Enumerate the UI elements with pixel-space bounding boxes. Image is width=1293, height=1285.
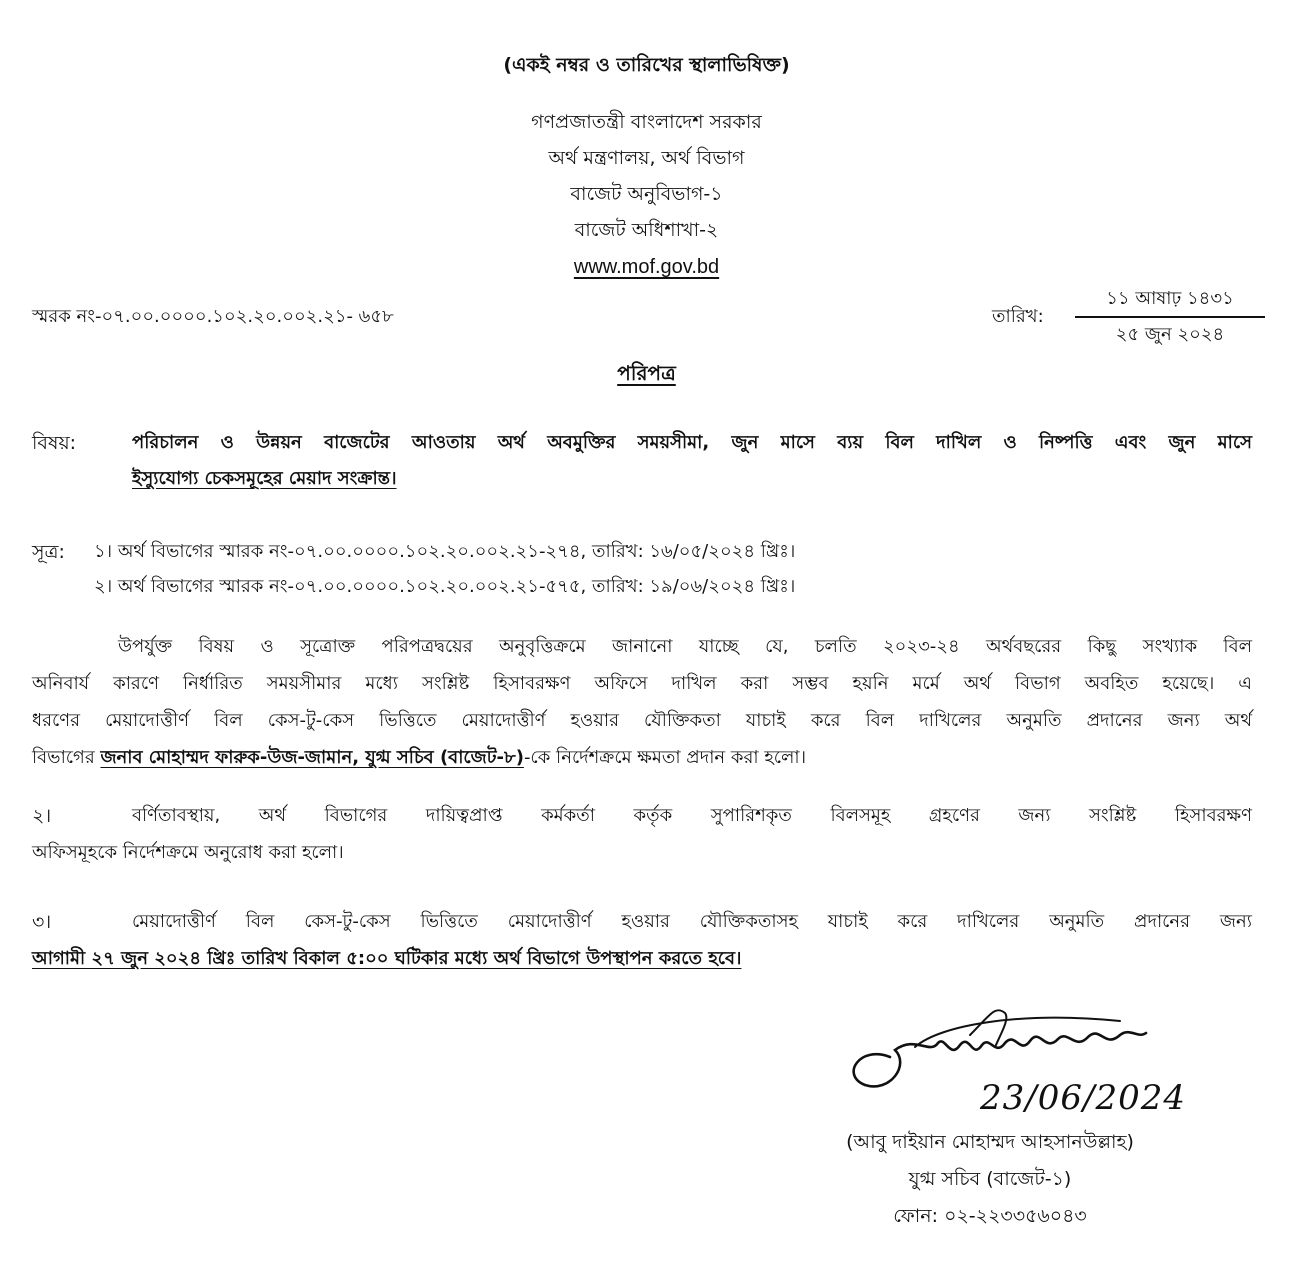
reference-item-2: ২। অর্থ বিভাগের স্মারক নং-০৭.০০.০০০০.১০২.২০.০০২.২১-৫৭৫, তারিখ: ১৯/০৬/২০২৪ খ্রিঃ। [94, 576, 796, 597]
memo-number: স্মরক নং-০৭.০০.০০০০.১০২.২০.০০২.২১- ৬৫৮ [32, 306, 394, 327]
ministry-name: অর্থ মন্ত্রণালয়, অর্থ বিভাগ [548, 147, 745, 169]
authorized-officer: জনাব মোহাম্মদ ফারুক-উজ-জামান, যুগ্ম সচিব (বাজেট-৮) [100, 747, 524, 768]
reference-label: সূত্র: [32, 541, 65, 563]
government-name: গণপ্রজাতন্ত্রী বাংলাদেশ সরকার [531, 111, 762, 133]
para1-line-3: ধরণের মেয়াদোত্তীর্ণ বিল কেস-টু-কেস ভিত্তিতে মেয়াদোত্তীর্ণ হওয়ার যৌক্তিকতা যাচাই করে বিল দাখিলের অনুমতি প্রদানের জন্য অর্থ [32, 710, 1252, 731]
para1-line-1: উপর্যুক্ত বিষয় ও সূত্রোক্ত পরিপত্রদ্বয়ের অনুবৃত্তিক্রমে জানানো যাচ্ছে যে, চলতি ২০২৩-২৪ অর্থবছরের কিছু সংখ্যাক বিল [118, 636, 1252, 657]
website-link[interactable]: www.mof.gov.bd [573, 256, 720, 278]
signatory-phone: ফোন: ০২-২২৩৩৫৬০৪৩ [893, 1205, 1087, 1227]
date-label: তারিখ: [992, 306, 1044, 327]
para2-line-1: বর্ণিতাবস্থায়, অর্থ বিভাগের দায়িত্বপ্রাপ্ত কর্মকর্তা কর্তৃক সুপারিশকৃত বিলসমূহ গ্রহণের জন্য সংশ্লিষ্ট হিসাবরক্ষণ [132, 805, 1252, 826]
deadline-statement: আগামী ২৭ জুন ২০২৪ খ্রিঃ তারিখ বিকাল ৫:০০ ঘটিকার মধ্যে অর্থ বিভাগে উপস্থাপন করতে হবে। [32, 948, 742, 969]
subject-line-1: পরিচালন ও উন্নয়ন বাজেটের আওতায় অর্থ অবমুক্তির সময়সীমা, জুন মাসে ব্যয় বিল দাখিল ও নিষ্পত্তি এবং জুন মাসে [132, 432, 1252, 453]
replacement-note: (একই নম্বর ও তারিখের স্থালাভিষিক্ত) [503, 54, 790, 76]
division-name: বাজেট অনুবিভাগ-১ [570, 183, 723, 205]
date-english: ২৫ জুন ২০২৪ [1115, 324, 1225, 345]
para3-number: ৩। [32, 911, 52, 933]
document-title: পরিপত্র [617, 361, 676, 385]
para2-line-2: অফিসমূহকে নির্দেশক্রমে অনুরোধ করা হলো। [32, 842, 344, 863]
para3-line-1: মেয়াদোত্তীর্ণ বিল কেস-টু-কেস ভিত্তিতে মেয়াদোত্তীর্ণ হওয়ার যৌক্তিকতাসহ যাচাই করে দাখিলের অনুমতি প্রদানের জন্য [132, 911, 1252, 932]
branch-name: বাজেট অধিশাখা-২ [574, 219, 719, 241]
para1-line-4-end: -কে নির্দেশক্রমে ক্ষমতা প্রদান করা হলো। [523, 747, 807, 768]
date-bangla: ১১ আষাঢ় ১৪৩১ [1075, 282, 1265, 318]
subject-line-2: ইস্যুযোগ্য চেকসমূহের মেয়াদ সংক্রান্ত। [132, 468, 397, 489]
para1-line-4-start: বিভাগের [32, 747, 101, 768]
handwritten-date: 23/06/2024 [980, 1078, 1186, 1118]
signatory-name: (আবু দাইয়ান মোহাম্মদ আহসানউল্লাহ) [846, 1131, 1134, 1153]
reference-item-1: ১। অর্থ বিভাগের স্মারক নং-০৭.০০.০০০০.১০২.২০.০০২.২১-২৭৪, তারিখ: ১৬/০৫/২০২৪ খ্রিঃ। [94, 541, 796, 562]
signatory-designation: যুগ্ম সচিব (বাজেট-১) [908, 1168, 1072, 1190]
para2-number: ২। [32, 805, 52, 827]
para1-line-4 [32, 739, 806, 777]
subject-label: বিষয়: [32, 432, 77, 454]
date-block [1075, 282, 1265, 352]
para1-line-2: অনিবার্য কারণে নির্ধারিত সময়সীমার মধ্যে সংশ্লিষ্ট হিসাবরক্ষণ অফিসে দাখিল করা সম্ভব হয়নি মর্মে অর্থ বিভাগ অবহিত হয়েছে। এ [32, 673, 1252, 694]
